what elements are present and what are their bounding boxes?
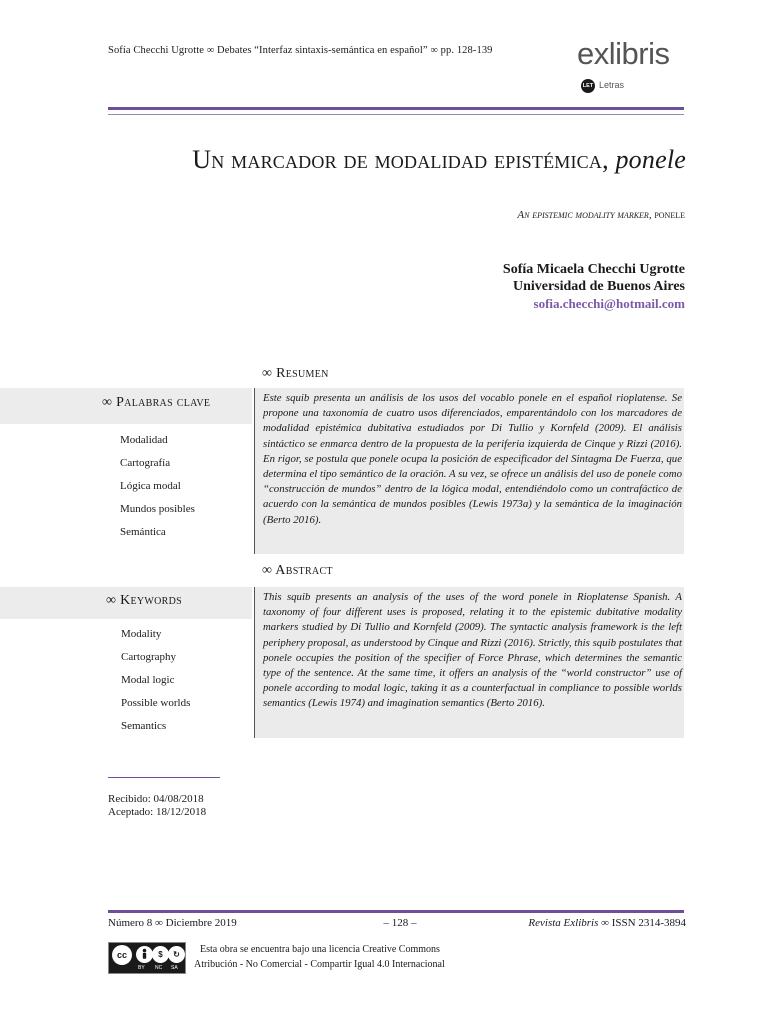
header-divider-thin <box>108 114 684 115</box>
resumen-text: Este squib presenta un análisis de los usos del vocablo ponele en el español rioplatense. Se propone una taxonomía de cuatro usos diferenciados, emparentándolo con los marcadores de modalidad epistémica dubitativa estudiados por Di Tullio y Kornfeld (2009). El análisis sintáctico se enmarca dentro de la propuesta de la periferia izquierda de Cinque y Rizzi (2016). En rigor, se postula que ponele ocupa la posición de especificador del Sintagma De Fuerza, que determina el tipo semántico de la oración. A su vez, se ofrece un análisis del uso de ponele como “construcción de mundos” dentro de la lógica modal, entendiéndolo como un contrafáctico de acuerdo con la semántica de mundos posibles (Lewis 1973a) y la semántica de la imaginación (Berto 2016). <box>255 388 684 554</box>
keyword-item: Modalidad <box>120 434 168 446</box>
cc-nc-label: NC <box>155 965 163 971</box>
keyword-item: Semántica <box>120 526 166 538</box>
license-text-line-2: Atribución - No Comercial - Compartir Igual 4.0 Internacional <box>194 959 445 970</box>
keyword-item: Modality <box>121 628 162 640</box>
article-title-english-keyword: ponele <box>654 209 685 221</box>
keyword-item: Possible worlds <box>121 697 191 709</box>
running-head: Sofía Checchi Ugrotte ∞ Debates “Interfaz sintaxis-semántica en español” ∞ pp. 128-139 <box>108 45 493 56</box>
journal-logo-subtitle: Letras <box>599 80 625 90</box>
keyword-item: Semantics <box>121 720 167 732</box>
cc-by-label: BY <box>138 965 145 971</box>
cc-by-icon <box>136 946 153 963</box>
article-title-keyword: ponele <box>615 145 686 174</box>
palabras-clave-list <box>120 429 195 544</box>
accepted-date: Aceptado: 18/12/2018 <box>108 806 207 818</box>
palabras-clave-heading: ∞ Palabras clave <box>102 395 211 410</box>
keyword-item: Lógica modal <box>120 480 181 492</box>
journal-logo-wordmark: exlibris <box>577 36 670 71</box>
article-title-english-main: An epistemic modality marker, <box>517 209 655 221</box>
abstract-heading: ∞ Abstract <box>262 563 333 578</box>
license-text-line-1: Esta obra se encuentra bajo una licencia Creative Commons <box>200 944 440 955</box>
resumen-heading: ∞ Resumen <box>262 366 329 381</box>
keyword-item: Cartography <box>121 651 176 663</box>
journal-name: Revista Exlibris <box>528 917 599 929</box>
footer-divider <box>108 910 684 913</box>
author-email-link[interactable]: sofia.checchi@hotmail.com <box>533 296 685 311</box>
issn-number: ∞ ISSN 2314-3894 <box>598 917 686 929</box>
keywords-list <box>121 623 190 738</box>
cc-nc-icon: $ <box>152 946 169 963</box>
cc-logo-icon: cc <box>112 945 132 965</box>
keywords-heading: ∞ Keywords <box>106 593 183 608</box>
journal-issn <box>450 917 686 929</box>
creative-commons-badge-icon[interactable] <box>108 942 186 974</box>
article-title <box>60 145 686 175</box>
issue-info: Número 8 ∞ Diciembre 2019 <box>108 917 237 929</box>
author-affiliation: Universidad de Buenos Aires <box>512 279 685 294</box>
article-title-main: Un marcador de modalidad epistémica, <box>192 145 616 174</box>
let-logo-icon: LET <box>581 79 595 93</box>
cc-sa-label: SA <box>171 965 178 971</box>
author-name: Sofía Micaela Checchi Ugrotte <box>502 262 685 277</box>
page-number: – 128 – <box>383 917 417 929</box>
keyword-item: Modal logic <box>121 674 175 686</box>
keyword-item: Cartografía <box>120 457 171 469</box>
cc-sa-icon: ↻ <box>168 946 185 963</box>
received-date: Recibido: 04/08/2018 <box>108 793 204 805</box>
header-divider <box>108 107 684 110</box>
abstract-text: This squib presents an analysis of the uses of the word ponele in Rioplatense Spanish. A taxonomy of four different uses is proposed, relating it to the epistemic dubitative modality markers studied by Di Tullio and Kornfeld (2009). The syntactic analysis framework is the left periphery proposal, as understood by Cinque and Rizzi (2016). Strictly, this squib postulates that ponele occupies the position of the specifier of Force Phrase, which determines the semantic type of the sentence. At the same time, it offers an analysis of the “world constructor” use of ponele according to modal logic, taking it as a counterfactual in compliance to possible worlds semantics (Lewis 1974) and imagination semantics (Berto 2016). <box>255 587 684 738</box>
keyword-item: Mundos posibles <box>120 503 195 515</box>
article-title-english <box>200 209 685 221</box>
dates-divider <box>108 777 220 778</box>
